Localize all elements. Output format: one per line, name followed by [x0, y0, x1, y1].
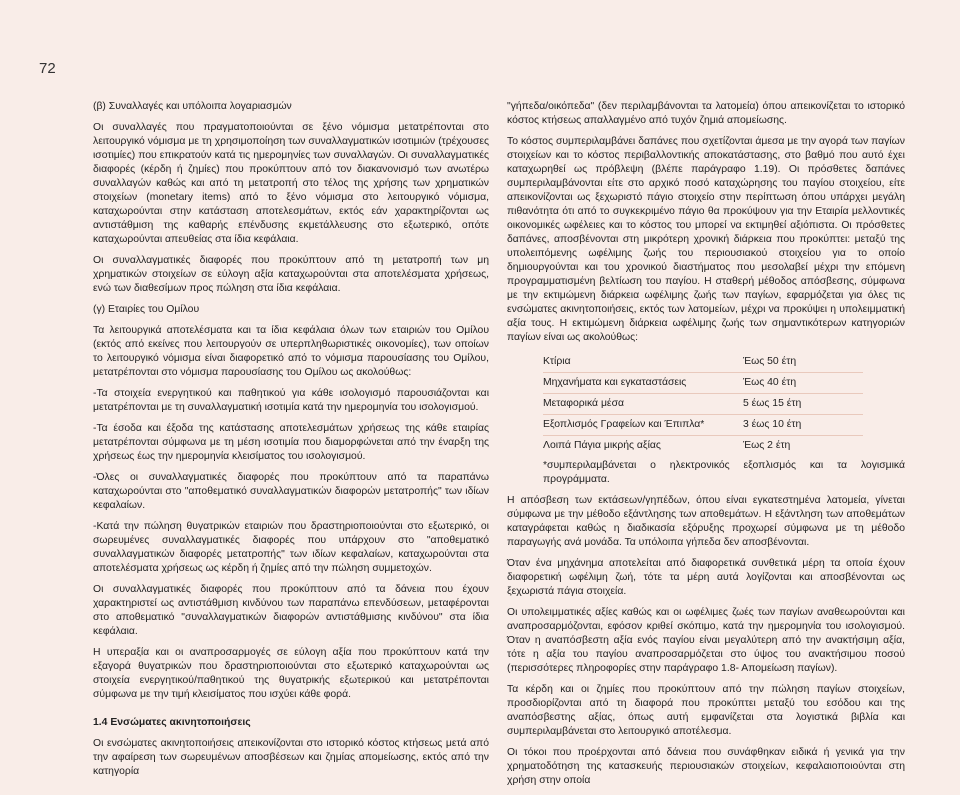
paragraph: Οι συναλλαγματικές διαφορές που προκύπτουν από τα δάνεια που έχουν χαρακτηριστεί ως αντιστάθμιση κινδύνου των παραπάνω επενδύσεων, μεταφέρονται στο αποθεματικό "συναλλαγματικών διαφορών αντιστάθμισης κινδύνου" στα ίδια κεφάλαια. [93, 584, 489, 637]
table-row [543, 373, 863, 394]
paragraph: Το κόστος συμπεριλαμβάνει δαπάνες που σχετίζονται άμεσα με την αγορά των παγίων στοιχείων και το κόστος περιβαλλοντικής αποκατάστασης, στο βαθμό που αυτό έχει καταχωρηθεί ως πρόβλεψη (βλέπε παράγραφο 1.19). Οι πρόσθετες δαπάνες συμπεριλαμβάνονται είτε στο αρχικό ποσό καταχώρησης του παγίου στοιχείου, είτε απεικονίζονται ως ξεχωριστό πάγιο στοιχείο στην περίπτωση όπου υπάρχει μεγάλη πιθανότητα ότι από το συγκεκριμένο πάγιο θα προκύψουν για την Εταιρία μελλοντικές οικονομικές ωφέλειες και το κόστος του μπορεί να εκτιμηθεί αξιόπιστα. Οι πρόσθετες δαπάνες, αποσβένονται στη μικρότερη χρονική διάρκεια που προκύπτει: μεταξύ της υπολειπόμενης ωφέλιμης ζωής του περιουσιακού στοιχείου για το οποίο δημιουργούνται και του χρονικού διαστήματος που μεσολαβεί μέχρι την επόμενη προγραμματισμένη βελτίωση του παγίου. Η σταθερή μέθοδος απόσβεσης, σύμφωνα με την εκτιμώμενη διάρκεια ωφέλιμης ζωής των παγίων, εφαρμόζεται για όλες τις ενσώματες ακινητοποιήσεις, εκτός των λατομείων, μέχρι να προκύψει η υπολειμματική αξία τους. Η εκτιμώμενη διάρκεια ωφέλιμης ζωής των σημαντικότερων κατηγοριών παγίων είναι ως ακολούθως: [507, 136, 905, 343]
left-column [93, 100, 489, 786]
table-cell-life: 3 έως 10 έτη [743, 415, 863, 436]
paragraph: "γήπεδα/οικόπεδα" (δεν περιλαμβάνονται τα λατομεία) όπου απεικονίζεται το ιστορικό κόστος κτήσεως απαλλαγμένο από τυχόν ζημιά απομείωσης. [507, 101, 905, 126]
useful-life-table [543, 352, 863, 456]
section-heading: 1.4 Ενσώματες ακινητοποιήσεις [93, 717, 251, 728]
paragraph: Η απόσβεση των εκτάσεων/γηπέδων, όπου είναι εγκατεστημένα λατομεία, γίνεται σύμφωνα με την μέθοδο εξάντλησης των αποθεμάτων. Η εξάντληση των αποθεμάτων καταγράφεται καθώς η διαδικασία εξόρυξης προχωρεί σύμφωνα με τη μέθοδο παραγωγής ανά μονάδα. Τα υπόλοιπα γήπεδα δεν αποσβένονται. [507, 495, 905, 548]
table-cell-category: Μεταφορικά μέσα [543, 394, 743, 415]
paragraph: -Όλες οι συναλλαγματικές διαφορές που προκύπτουν από τα παραπάνω καταχωρούνται στο "αποθεματικό συναλλαγματικών διαφορών μετατροπής" των ιδίων κεφαλαίων. [93, 472, 489, 511]
paragraph: -Τα στοιχεία ενεργητικού και παθητικού για κάθε ισολογισμό παρουσιάζονται και μετατρέπονται με τη συναλλαγματική ισοτιμία κατά την ημερομηνία του ισολογισμού. [93, 388, 489, 413]
paragraph: Οι τόκοι που προέρχονται από δάνεια που συνάφθηκαν ειδικά ή γενικά για την χρηματοδότηση της κατασκευής περιουσιακών στοιχείων, κεφαλαιοποιούνται στη χρήση στην οποία [507, 747, 905, 786]
table-cell-category: Λοιπά Πάγια μικρής αξίας [543, 436, 743, 457]
paragraph: Τα κέρδη και οι ζημίες που προκύπτουν από την πώληση παγίων στοιχείων, προσδιορίζονται από τη διαφορά που προκύπτει μεταξύ του εσόδου και της αναπόσβεστης αξίας, όπως αυτή εμφανίζεται στα λογιστικά βιβλία και συμπεριλαμβάνεται στο λειτουργικό αποτέλεσμα. [507, 684, 905, 737]
paragraph: -Κατά την πώληση θυγατρικών εταιριών που δραστηριοποιούνται στο εξωτερικό, οι σωρευμένες συναλλαγματικές διαφορές που υπάρχουν στο "αποθεματικό συναλλαγματικών διαφορές μετατροπής" των ιδίων κεφαλαίων, καταχωρούνται στα αποτελέσματα χρήσεως ως κέρδη ή ζημίες από την πώληση συμμετοχών. [93, 521, 489, 574]
paragraph: -Τα έσοδα και έξοδα της κατάστασης αποτελεσμάτων χρήσεως της κάθε εταιρίας μετατρέπονται σύμφωνα με τη μέση ισοτιμία που διαμορφώνεται από την έναρξη της χρήσεως έως την ημερομηνία κλεισίματος του ισολογισμού. [93, 423, 489, 462]
right-column [507, 100, 905, 795]
table-row [543, 415, 863, 436]
paragraph: Τα λειτουργικά αποτελέσματα και τα ίδια κεφάλαια όλων των εταιριών του Ομίλου (εκτός από εκείνες που λειτουργούν σε υπερπληθωριστικές οικονομίες), των οποίων το λειτουργικό νόμισμα είναι διαφορετικό από το νόμισμα παρουσίασης του Ομίλου, μετατρέπονται στο νόμισμα παρουσίασης του Ομίλου ως ακολούθως: [93, 325, 489, 378]
heading-group-companies: (γ) Εταιρίες του Ομίλου [93, 304, 200, 315]
paragraph: Οι συναλλαγματικές διαφορές που προκύπτουν από τη μετατροπή των μη χρηματικών στοιχείων σε εύλογη αξία καταχωρούνται στα αποτελέσματα χρήσεως, ενώ των διαθεσίμων προς πώληση στα ίδια κεφάλαια. [93, 255, 489, 294]
paragraph: Η υπεραξία και οι αναπροσαρμογές σε εύλογη αξία που προκύπτουν κατά την εξαγορά θυγατρικών που δραστηριοποιούνται στο εξωτερικό καταχωρούνται ως στοιχεία ενεργητικού/παθητικού της θυγατρικής εξωτερικού και μετατρέπονται σύμφωνα με την τιμή κλεισίματος που ισχύει κάθε φορά. [93, 647, 489, 700]
table-cell-life: Έως 40 έτη [743, 373, 863, 394]
page-number: 72 [39, 60, 56, 77]
table-cell-life: Έως 2 έτη [743, 436, 863, 457]
table-cell-life: 5 έως 15 έτη [743, 394, 863, 415]
table-footnote: *συμπεριλαμβάνεται ο ηλεκτρονικός εξοπλισμός και τα λογισμικά προγράμματα. [543, 460, 905, 485]
paragraph: Όταν ένα μηχάνημα αποτελείται από διαφορετικά συνθετικά μέρη τα οποία έχουν διαφορετική ωφέλιμη ζωή, τότε τα μέρη αυτά λογίζονται και αποσβένονται ως ξεχωριστά πάγια στοιχεία. [507, 558, 905, 597]
table-row [543, 352, 863, 373]
paragraph: Οι υπολειμματικές αξίες καθώς και οι ωφέλιμες ζωές των παγίων αναθεωρούνται και αναπροσαρμόζονται, εφόσον κριθεί σκόπιμο, κατά την ημερομηνία του ισολογισμού. Όταν η αναπόσβεστη αξία ενός παγίου είναι μεγαλύτερη από την ανακτήσιμη αξία, τότε η αξία του παγίου αναπροσαρμόζεται στο ύψος του ανακτήσιμου ποσού (περισσότερες πληροφορίες στην παράγραφο 1.8- Απομείωση παγίων). [507, 607, 905, 674]
table-row [543, 436, 863, 457]
paragraph: Οι συναλλαγές που πραγματοποιούνται σε ξένο νόμισμα μετατρέπονται στο λειτουργικό νόμισμα με τη χρησιμοποίηση των συναλλαγματικών ισοτιμιών (τρέχουσες ισοτιμίες) που επικρατούν κατά τις ημερομηνίες των συναλλαγών. Οι συναλλαγματικές διαφορές (κέρδη ή ζημίες) που προκύπτουν από τον διακανονισμό των ανωτέρω συναλλαγών καθώς και από τη μετατροπή στο τέλος της χρήσης των χρηματικών στοιχείων (monetary items) από το ξένο νόμισμα στο λειτουργικό νόμισμα, καταχωρούνται στην κατάσταση αποτελεσμάτων, εκτός εάν χαρακτηρίζονται ως αντιστάθμιση της καθαρής επένδυσης εκμετάλλευσης στο εξωτερικό, οπότε καταχωρούνται απευθείας στα ίδια κεφάλαια. [93, 122, 489, 245]
paragraph: Οι ενσώματες ακινητοποιήσεις απεικονίζονται στο ιστορικό κόστος κτήσεως μετά από την αφαίρεση των σωρευμένων αποσβέσεων και ζημίας απομείωσης, εκτός από την κατηγορία [93, 738, 489, 777]
table-cell-category: Εξοπλισμός Γραφείων και Έπιπλα* [543, 415, 743, 436]
heading-transactions: (β) Συναλλαγές και υπόλοιπα λογαριασμών [93, 101, 292, 112]
table-cell-category: Κτίρια [543, 356, 571, 367]
table-cell-category: Μηχανήματα και εγκαταστάσεις [543, 373, 743, 394]
table-row [543, 394, 863, 415]
table-cell-life: Έως 50 έτη [743, 356, 797, 367]
